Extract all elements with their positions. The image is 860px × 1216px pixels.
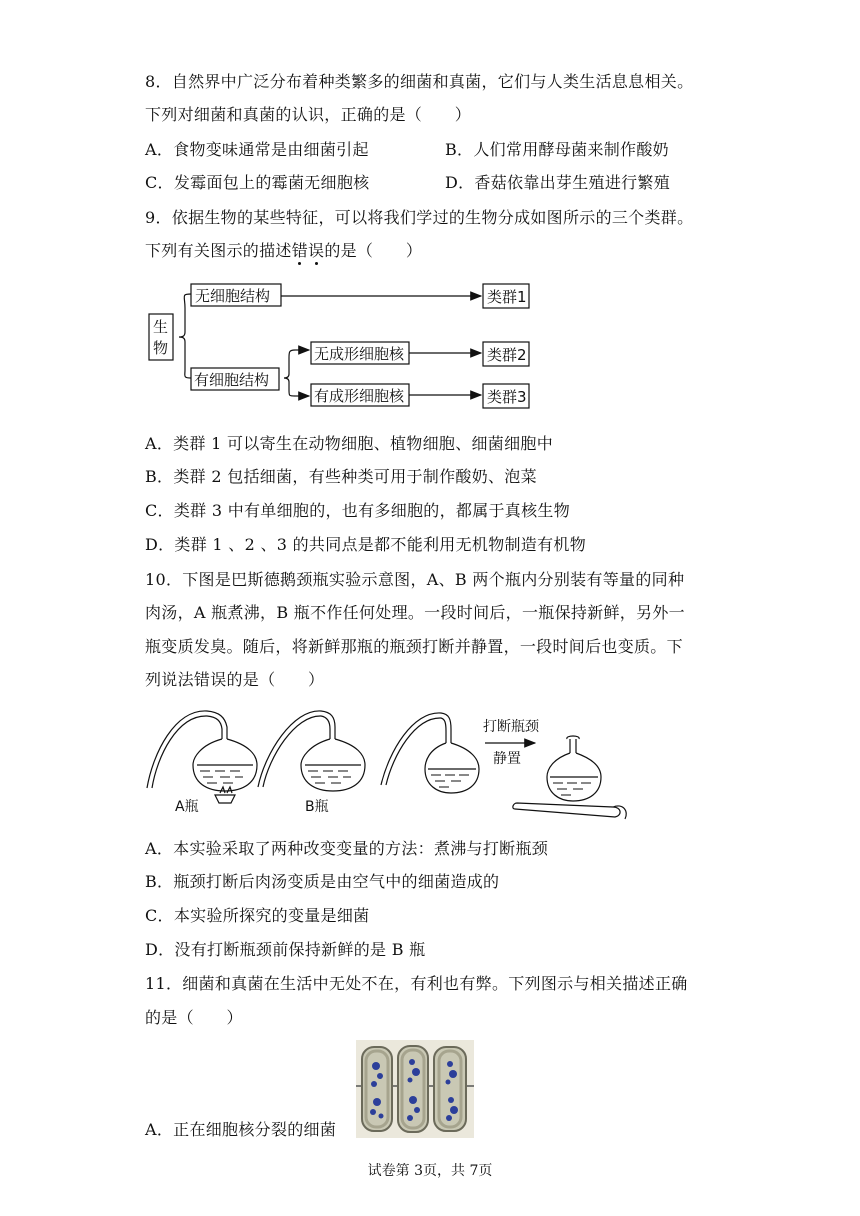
q10-stem-line2: 肉汤，A 瓶煮沸，B 瓶不作任何处理。一段时间后，一瓶保持新鲜，另外一: [145, 603, 685, 622]
emphasis-char: 误: [308, 241, 324, 260]
classification-diagram: [145, 278, 540, 418]
q10-option-b: B．瓶颈打断后肉汤变质是由空气中的细菌造成的: [145, 872, 500, 891]
flask-b: [258, 711, 365, 791]
q8-option-b: B．人们常用酵母菌来制作酸奶: [445, 140, 669, 159]
root-label-1: 生: [153, 318, 169, 336]
swan-neck-flask-figure: [145, 703, 635, 823]
branch2-label: 有细胞结构: [194, 371, 270, 389]
emphasis-char: 错: [292, 241, 308, 260]
emphasis-dot: [315, 262, 318, 265]
branch1-label: 无细胞结构: [195, 287, 271, 305]
broken-neck: [513, 803, 626, 819]
q11-stem-line2: 的是（ ）: [145, 1008, 243, 1027]
sub1-label: 无成形细胞核: [314, 345, 405, 363]
group3-label: 类群3: [487, 388, 527, 406]
root-label-2: 物: [153, 339, 169, 357]
label-flask-b: B瓶: [305, 799, 329, 815]
arrow-label-top: 打断瓶颈: [483, 719, 539, 735]
q11-option-a: A．正在细胞核分裂的细菌: [145, 1120, 337, 1139]
q10-stem-line3: 瓶变质发臭。随后，将新鲜那瓶的瓶颈打断并静置，一段时间后也变质。下: [145, 637, 683, 656]
q9-stem-line1: 9．依据生物的某些特征，可以将我们学过的生物分成如图所示的三个类群。: [145, 208, 694, 227]
flask-a: [147, 711, 257, 803]
bacteria-division-image: [356, 1040, 474, 1138]
arrow-label-bottom: 静置: [493, 751, 521, 767]
q10-option-a: A．本实验采取了两种改变变量的方法：煮沸与打断瓶颈: [145, 839, 549, 858]
sub-brace: [284, 350, 295, 396]
page-footer: 试卷第 3页，共 7页: [367, 1163, 493, 1179]
q10-stem-line4: 列说法错误的是（ ）: [145, 670, 325, 689]
q8-option-c: C．发霉面包上的霉菌无细胞核: [145, 173, 370, 192]
q8-stem-line1: 8．自然界中广泛分布着种类繁多的细菌和真菌，它们与人类生活息息相关。: [145, 72, 694, 91]
label-flask-a: A瓶: [175, 799, 199, 815]
group1-label: 类群1: [487, 288, 527, 306]
flask-c: [381, 713, 479, 793]
sub2-label: 有成形细胞核: [314, 387, 405, 405]
q8-option-d: D．香菇依靠出芽生殖进行繁殖: [445, 173, 671, 192]
q8-stem-line2: 下列对细菌和真菌的认识，正确的是（ ）: [145, 105, 472, 124]
q9-stem-line2: 下列有关图示的描述错 误 的是（ ）: [145, 241, 422, 261]
q10-stem-line1: 10．下图是巴斯德鹅颈瓶实验示意图，A、B 两个瓶内分别装有等量的同种: [145, 570, 685, 589]
q9-option-d: D．类群 1 、2 、3 的共同点是都不能利用无机物制造有机物: [145, 535, 587, 554]
q9-option-c: C．类群 3 中有单细胞的，也有多细胞的，都属于真核生物: [145, 501, 570, 520]
q10-option-c: C．本实验所探究的变量是细菌: [145, 906, 370, 925]
q9-option-b: B．类群 2 包括细菌，有些种类可用于制作酸奶、泡菜: [145, 467, 537, 486]
q9-option-a: A．类群 1 可以寄生在动物细胞、植物细胞、细菌细胞中: [145, 434, 554, 453]
q11-stem-line1: 11．细菌和真菌在生活中无处不在，有利也有弊。下列图示与相关描述正确: [145, 974, 688, 993]
emphasis-dot: [298, 262, 301, 265]
group2-label: 类群2: [487, 346, 527, 364]
flask-d: [547, 736, 601, 801]
q10-option-d: D．没有打断瓶颈前保持新鲜的是 B 瓶: [145, 940, 426, 959]
main-brace: [179, 294, 191, 378]
q8-option-a: A．食物变味通常是由细菌引起: [145, 140, 369, 159]
